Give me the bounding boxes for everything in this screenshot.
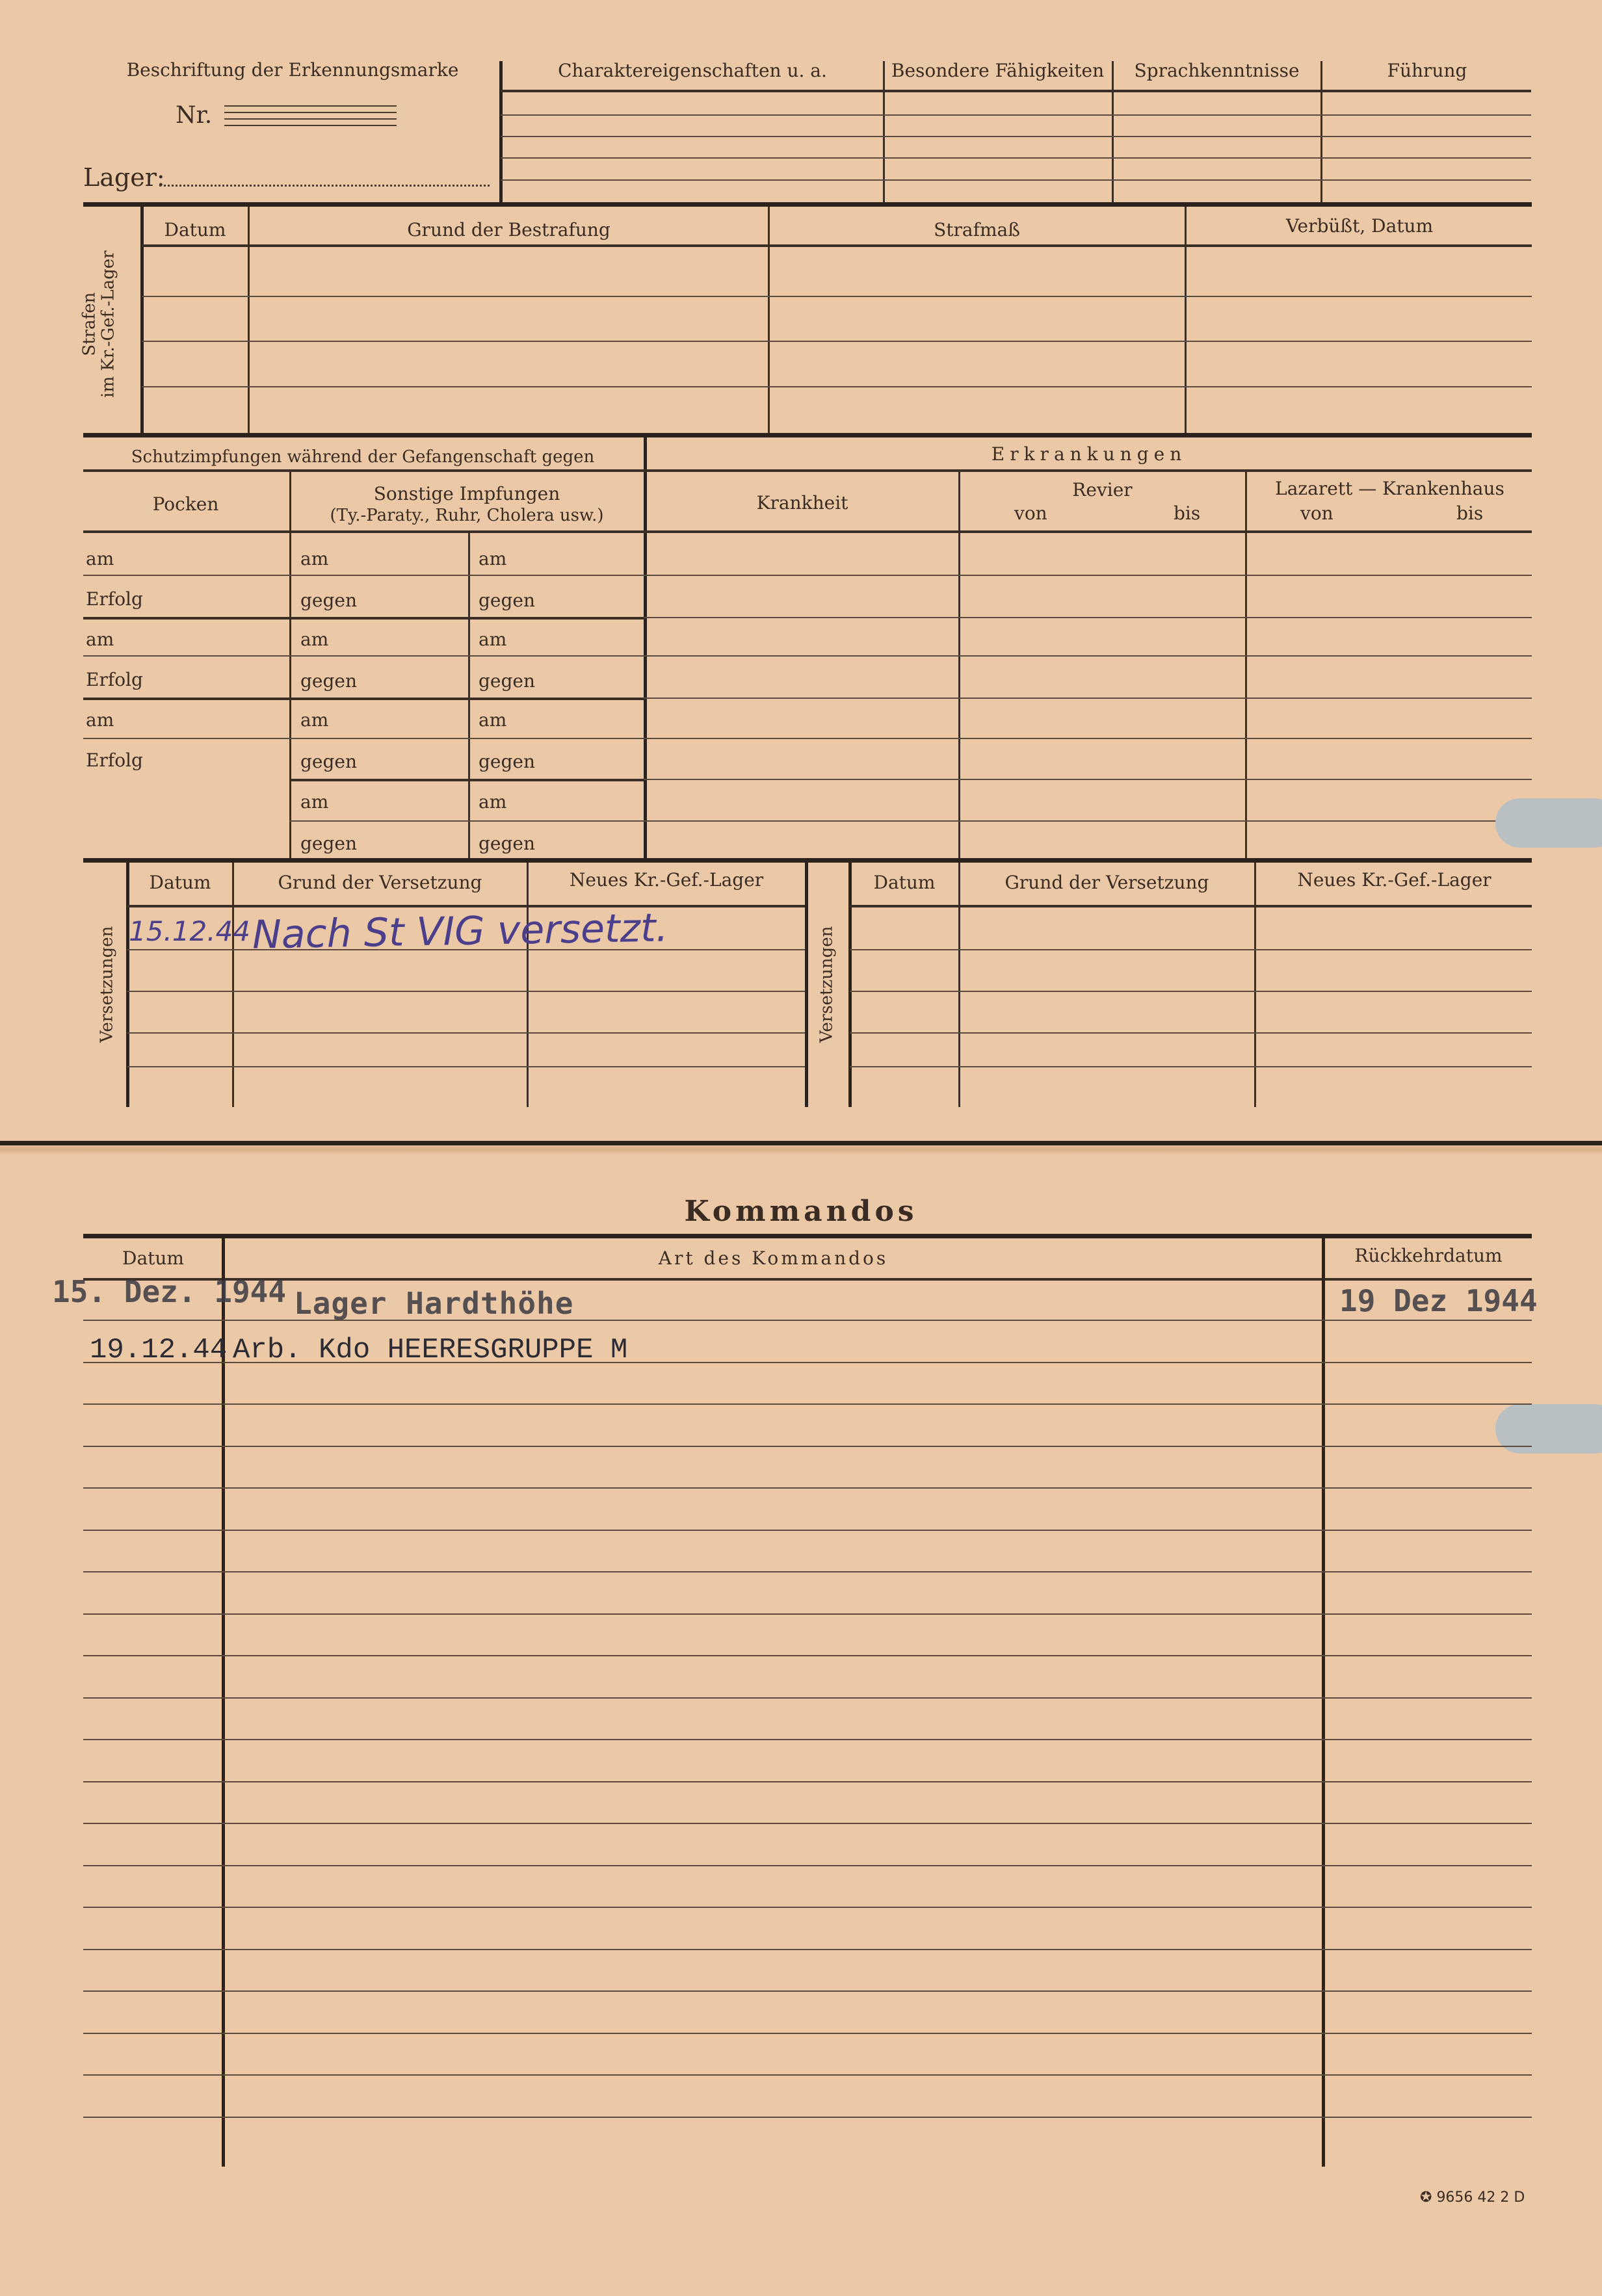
strafen-col-line-3: [1185, 207, 1187, 436]
vers-entry-datum: 15.12.44: [129, 915, 251, 947]
pocken-am-2: am: [86, 629, 114, 650]
versetzungen-left-label: Versetzungen: [97, 926, 117, 1043]
impfungen-header: Schutzimpfungen während der Gefangenschaft gegen: [131, 447, 595, 467]
vers-left-col-1: [232, 863, 234, 1107]
vers-right-row-4: [850, 1066, 1532, 1067]
erkr-row-line-6: [644, 779, 1532, 780]
sonstige-am-4a: am: [300, 791, 329, 813]
kommandos-header-line: [83, 1278, 1532, 1281]
col-pocken: Pocken: [152, 493, 219, 515]
vers-left-row-4: [127, 1066, 805, 1067]
eagle-icon: ✪: [1420, 2189, 1432, 2206]
strafen-col-line-2: [768, 207, 770, 436]
kommandos-row-line: [83, 1403, 1532, 1405]
kommandos-row-line: [83, 1697, 1532, 1699]
lazarett-von: von: [1300, 502, 1333, 524]
impf-row-line-3: [83, 655, 1532, 657]
erkennungsmarke-label: Beschriftung der Erkennungsmarke: [126, 59, 459, 81]
pocken-erfolg-3: Erfolg: [86, 750, 143, 771]
sonstige-am-1a: am: [300, 548, 329, 569]
versetzungen-top-rule: [83, 858, 1532, 863]
top-row-3: [501, 157, 1531, 159]
impf-block-line-3: [289, 779, 644, 781]
top-col-line-3: [1320, 61, 1322, 203]
erkr-row-line-4: [644, 698, 1532, 699]
pocken-erfolg-2: Erfolg: [86, 669, 143, 690]
vers-right-col-1: [958, 863, 960, 1107]
erkrankungen-header: Erkrankungen: [991, 443, 1187, 465]
pocken-am-3: am: [86, 709, 114, 731]
nr-line-3: [224, 118, 397, 120]
nr-line-2: [224, 112, 397, 113]
kommandos-title: Kommandos: [684, 1195, 918, 1228]
sonstige-gegen-3a: gegen: [300, 751, 358, 772]
stamp-lager: Lager Hardthöhe: [294, 1286, 574, 1321]
kommandos-row-line: [83, 2117, 1532, 2118]
erkr-col-line-2: [1245, 471, 1247, 861]
sonstige-gegen-2a: gegen: [300, 670, 358, 692]
pocken-divider: [289, 471, 291, 861]
versetzungen-right-label: Versetzungen: [817, 926, 837, 1043]
strafen-col-strafmass: Strafmaß: [934, 219, 1020, 241]
top-header-line: [501, 90, 1531, 92]
col-fuehrung: Führung: [1387, 60, 1467, 81]
impf-block-line-1: [83, 617, 644, 620]
strafen-col-verbuesst: Verbüßt, Datum: [1285, 215, 1434, 237]
top-row-4: [501, 179, 1531, 181]
vers-right-row-1: [850, 949, 1532, 950]
kommandos-row-line: [83, 1949, 1532, 1950]
kommandos-row-line: [83, 2074, 1532, 2076]
impfungen-header-line: [83, 530, 1532, 533]
kommandos-col-line-2: [1322, 1237, 1325, 2167]
lager-dotted-line: [159, 185, 490, 187]
sonstige-am-1b: am: [479, 548, 507, 569]
strafen-row-1: [142, 296, 1532, 297]
strafen-side-divider: [140, 207, 144, 436]
nr-label: Nr.: [176, 102, 213, 129]
nr-line-4: [224, 125, 397, 126]
impfungen-top-rule: [83, 433, 1532, 437]
vers-left-row-3: [127, 1032, 805, 1034]
col-sprachen: Sprachkenntnisse: [1134, 60, 1300, 81]
revier-von: von: [1014, 502, 1047, 524]
strafen-row-3: [142, 386, 1532, 387]
strafen-col-grund: Grund der Bestrafung: [407, 219, 611, 241]
impf-row-line-5: [83, 738, 1532, 739]
impf-block-line-2: [83, 698, 644, 700]
kommandos-col-art: Art des Kommandos: [658, 1247, 889, 1269]
vers-left-row-2: [127, 991, 805, 992]
sonstige-divider: [468, 533, 470, 861]
col-faehigkeiten: Besondere Fähigkeiten: [891, 60, 1105, 81]
vers-left-col-datum: Datum: [149, 872, 211, 893]
kommandos-row-line: [83, 1655, 1532, 1656]
vers-right-col-grund: Grund der Versetzung: [1005, 872, 1209, 893]
kommandos-row-line: [83, 1530, 1532, 1531]
vers-left-header-line: [127, 905, 805, 907]
vers-entry-grund: Nach St VIG versetzt.: [252, 905, 669, 958]
kommando-entry-datum: 19.12.44: [90, 1334, 228, 1366]
col-sonstige-1: Sonstige Impfungen: [373, 483, 560, 504]
vers-right-row-2: [850, 991, 1532, 992]
sonstige-gegen-1b: gegen: [479, 590, 536, 611]
sonstige-am-3b: am: [479, 709, 507, 731]
strafen-side-label: Strafen im Kr.-Gef.-Lager: [79, 250, 118, 398]
col-revier: Revier: [1072, 479, 1133, 501]
kommandos-row-line: [83, 1990, 1532, 1992]
strafen-row-2: [142, 341, 1532, 342]
erkr-col-line-1: [958, 471, 960, 861]
strafen-top-rule: [83, 202, 1532, 207]
erkr-row-line-2: [644, 617, 1532, 618]
kommandos-row-line: [83, 1571, 1532, 1572]
vers-right-col-2: [1254, 863, 1256, 1107]
vers-right-header-line: [850, 905, 1532, 907]
col-charakter: Charaktereigenschaften u. a.: [558, 60, 827, 81]
kommandos-row-line: [83, 1446, 1532, 1447]
lazarett-bis: bis: [1456, 502, 1484, 524]
revier-bis: bis: [1174, 502, 1201, 524]
vers-left-side-divider: [126, 863, 129, 1107]
page-fold: [0, 1145, 1602, 1155]
vers-left-col-2: [527, 863, 529, 1107]
sonstige-am-2a: am: [300, 629, 329, 650]
sonstige-gegen-3b: gegen: [479, 751, 536, 772]
vers-right-row-3: [850, 1032, 1532, 1034]
sonstige-gegen-1a: gegen: [300, 590, 358, 611]
top-row-2: [501, 136, 1531, 137]
kommandos-top-rule: [83, 1234, 1532, 1238]
punch-hole-top: [1495, 798, 1602, 848]
sonstige-gegen-4a: gegen: [300, 833, 358, 854]
col-krankheit: Krankheit: [756, 492, 848, 514]
kommandos-col-line-1: [222, 1237, 225, 2167]
strafen-col-line-1: [248, 207, 250, 436]
top-divider: [499, 61, 503, 203]
top-col-line-2: [1112, 61, 1114, 203]
vers-right-col-neues: Neues Kr.-Gef.-Lager: [1297, 869, 1491, 891]
vers-center-divider: [805, 863, 808, 1107]
pocken-am-1: am: [86, 548, 114, 569]
kommandos-row-line: [83, 1739, 1532, 1740]
kommandos-col-datum: Datum: [122, 1247, 184, 1269]
kommandos-row-line: [83, 1613, 1532, 1615]
col-sonstige-2: (Ty.-Paraty., Ruhr, Cholera usw.): [330, 506, 604, 525]
stamp-date: 15. Dez. 1944: [52, 1274, 287, 1309]
print-code: ✪ 9656 42 2 D: [1420, 2189, 1525, 2206]
kommandos-row-line: [83, 1487, 1532, 1489]
pocken-erfolg-1: Erfolg: [86, 588, 143, 610]
impf-row-line-1: [83, 575, 1532, 576]
kommandos-row-line: [83, 1823, 1532, 1824]
strafen-col-datum: Datum: [164, 219, 226, 241]
impfungen-subheader-line: [83, 469, 1532, 472]
vers-right-side-divider: [848, 863, 852, 1107]
nr-line-1: [224, 105, 397, 107]
lager-label: Lager:: [83, 163, 165, 192]
kommandos-row-line: [83, 1907, 1532, 1908]
fold-rule: [0, 1141, 1602, 1145]
sonstige-am-3a: am: [300, 709, 329, 731]
sonstige-gegen-4b: gegen: [479, 833, 536, 854]
kommandos-row-line: [83, 1865, 1532, 1866]
strafen-header-line: [142, 244, 1532, 247]
stamp-return-date: 19 Dez 1944: [1339, 1283, 1538, 1318]
impf-row-line-7: [289, 820, 1532, 822]
sonstige-gegen-2b: gegen: [479, 670, 536, 692]
kommandos-col-rueckkehr: Rückkehrdatum: [1354, 1245, 1503, 1266]
vers-left-col-grund: Grund der Versetzung: [278, 872, 482, 893]
vers-left-col-neues: Neues Kr.-Gef.-Lager: [569, 869, 764, 891]
sonstige-am-2b: am: [479, 629, 507, 650]
kommandos-row-line: [83, 2033, 1532, 2034]
col-lazarett: Lazarett — Krankenhaus: [1275, 478, 1504, 499]
top-row-1: [501, 114, 1531, 116]
vers-right-col-datum: Datum: [873, 872, 936, 893]
sonstige-am-4b: am: [479, 791, 507, 813]
kommando-entry-art: Arb. Kdo HEERESGRUPPE M: [233, 1334, 628, 1366]
top-col-line-1: [883, 61, 885, 203]
kommandos-row-line: [83, 1781, 1532, 1782]
